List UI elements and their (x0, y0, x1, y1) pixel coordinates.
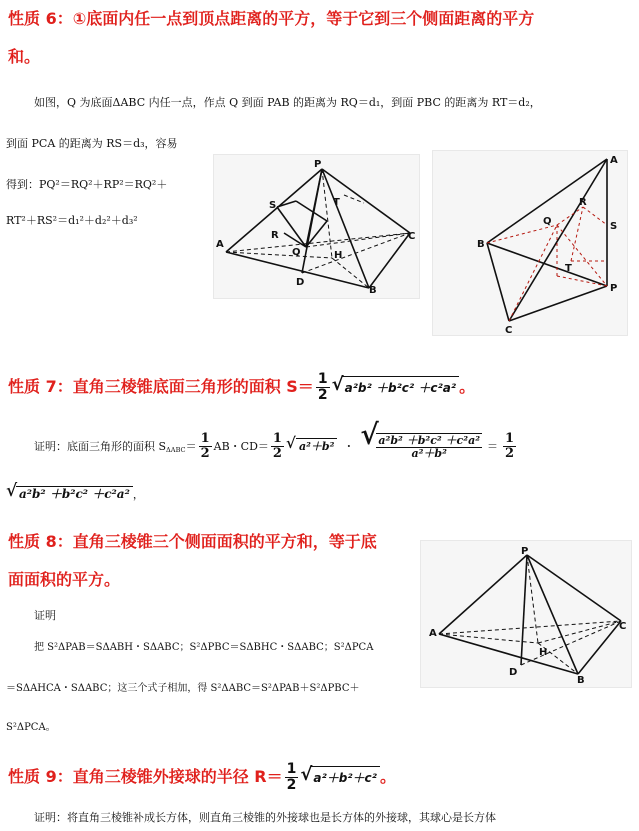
fig2-label-p: P (610, 283, 618, 294)
p7-proof-eq1: ＝ (185, 439, 197, 453)
p6-para3: 得到：PQ²＝RQ²＋RP²＝RQ²＋ (6, 178, 168, 191)
p7-sqrt: √ a²b² ＋b²c² ＋c²a² (332, 376, 460, 399)
fig1-label-t: T (333, 197, 340, 208)
p7-proof-frac2-num: 1 (272, 431, 282, 446)
p7-proof-frac2 (271, 432, 284, 460)
p7-title-end: 。 (459, 377, 476, 397)
fig2-label-s: S (610, 221, 618, 232)
fig2-label-a: A (610, 155, 618, 166)
p7-proof-frac3-den: 2 (505, 445, 515, 461)
p9-title (8, 762, 396, 792)
p6-figure-rotated (432, 150, 628, 336)
p7-proof-sub: ΔABC (166, 445, 186, 454)
p7-proof-frac3-num: 1 (505, 431, 515, 446)
fig2-label-c: C (505, 325, 513, 335)
p7-title-text: 性质 7：直角三棱锥底面三角形的面积 S＝ (8, 377, 314, 397)
p6-title-line2: 和。 (8, 47, 41, 66)
p7-proof-sqrt1-radicand: a²＋b² (296, 438, 337, 454)
p7-proof-mid: AB・CD＝ (213, 439, 269, 453)
fig2-label-q: Q (543, 216, 552, 227)
fig3-label-c: C (619, 621, 627, 632)
p8-proof-label: 证明 (34, 609, 56, 622)
p6-title-line1: 性质 6：①底面内任一点到顶点距离的平方，等于它到三个侧面距离的平方 (8, 9, 535, 28)
fig1-label-q: Q (292, 247, 301, 258)
fig1-label-s: S (269, 200, 277, 211)
p6-para4: RT²＋RS²＝d₁²＋d₂²＋d₃² (6, 214, 138, 227)
p7-proof-line2 (6, 481, 144, 502)
p7-proof-sqrt3-radicand: a²b² ＋b²c² ＋c²a² (16, 486, 133, 502)
fig3-label-d: D (509, 667, 518, 678)
p7-proof-frac1-num: 1 (200, 431, 210, 446)
p7-proof-frac3 (503, 432, 516, 460)
p6-figure-rotated-svg (433, 151, 627, 335)
fig2-label-r: R (579, 197, 587, 208)
fig3-label-p: P (521, 546, 529, 557)
fig2-label-b: B (477, 239, 485, 250)
p6-para2: 到面 PCA 的距离为 RS＝d₃，容易 (6, 137, 178, 150)
p6-para1: 如图，Q 为底面ΔABC 内任一点，作点 Q 到面 PAB 的距离为 RQ＝d₁，到面 PBC 的距离为 RT＝d₂， (34, 96, 541, 109)
p9-radicand: a²＋b²＋c² (310, 766, 380, 789)
p9-title-text: 性质 9：直角三棱锥外接球的半径 R＝ (8, 767, 283, 787)
p7-proof-eq: ＝ (487, 439, 499, 453)
p8-figure-pyramid-svg (421, 541, 631, 687)
p8-line3: S²ΔPCA。 (6, 722, 56, 733)
p7-fraction (316, 372, 330, 402)
p7-proof-sqrt1: √ a²＋b² (286, 438, 337, 454)
p8-figure-pyramid (420, 540, 632, 688)
p9-frac-num: 1 (286, 761, 297, 777)
fig2-label-t: T (565, 263, 572, 274)
p9-fraction (285, 762, 299, 792)
p7-proof-dot: ・ (343, 439, 355, 453)
p7-proof-comma: ， (132, 487, 144, 501)
p9-frac-den: 2 (286, 776, 297, 793)
fig1-label-p: P (314, 159, 322, 170)
p7-proof-line1 (34, 418, 518, 461)
fig1-label-h: H (334, 250, 343, 261)
p8-line2: ＝SΔAHCA・SΔABC；这三个式子相加，得 S²ΔABC＝S²ΔPAB＋S²ΔPBC＋ (6, 683, 360, 694)
p9-sqrt: √ a²＋b²＋c² (300, 766, 380, 789)
fig1-label-a: A (216, 239, 224, 250)
p6-figure-pyramid-svg (214, 155, 419, 298)
p8-title-line2: 面面积的平方。 (8, 570, 121, 589)
p7-proof-big-den: a²＋b² (411, 446, 447, 460)
fig3-label-a: A (429, 628, 437, 639)
p7-frac-num: 1 (317, 371, 328, 387)
p7-proof-prefix: 证明：底面三角形的面积 S (34, 439, 167, 453)
p7-proof-frac1-den: 2 (200, 445, 210, 461)
p7-radicand: a²b² ＋b²c² ＋c²a² (342, 376, 460, 399)
p8-line1: 把 S²ΔPAB＝SΔABH・SΔABC；S²ΔPBC＝SΔBHC・SΔABC；S²ΔPCA (34, 642, 374, 653)
p7-proof-big-num: a²b² ＋b²c² ＋c²a² (378, 434, 481, 448)
p9-proof: 证明：将直角三棱锥补成长方体，则直角三棱锥的外接球也是长方体的外接球，其球心是长方体 (34, 811, 496, 824)
p7-title (8, 372, 475, 402)
fig1-label-c: C (408, 231, 416, 242)
p7-proof-frac1 (199, 432, 212, 460)
fig3-label-h: H (539, 647, 548, 658)
fig1-label-b: B (369, 285, 377, 296)
p7-proof-frac2-den: 2 (272, 445, 282, 461)
p6-figure-pyramid (213, 154, 420, 299)
fig1-label-d: D (296, 277, 305, 288)
p7-proof-big-frac (376, 433, 482, 459)
p8-title-line1: 性质 8：直角三棱锥三个侧面面积的平方和，等于底 (8, 532, 377, 551)
fig3-label-b: B (577, 675, 585, 686)
p7-proof-sqrt2: √ $\frac{\text{a²b² ＋b²c² ＋c²a²}}{\text{a²＋b²}}$ (360, 418, 481, 460)
p9-title-end: 。 (379, 767, 396, 787)
p7-frac-den: 2 (317, 386, 328, 403)
fig1-label-r: R (271, 230, 279, 241)
p7-proof-sqrt3: √ a²b² ＋b²c² ＋c²a² (6, 486, 133, 502)
